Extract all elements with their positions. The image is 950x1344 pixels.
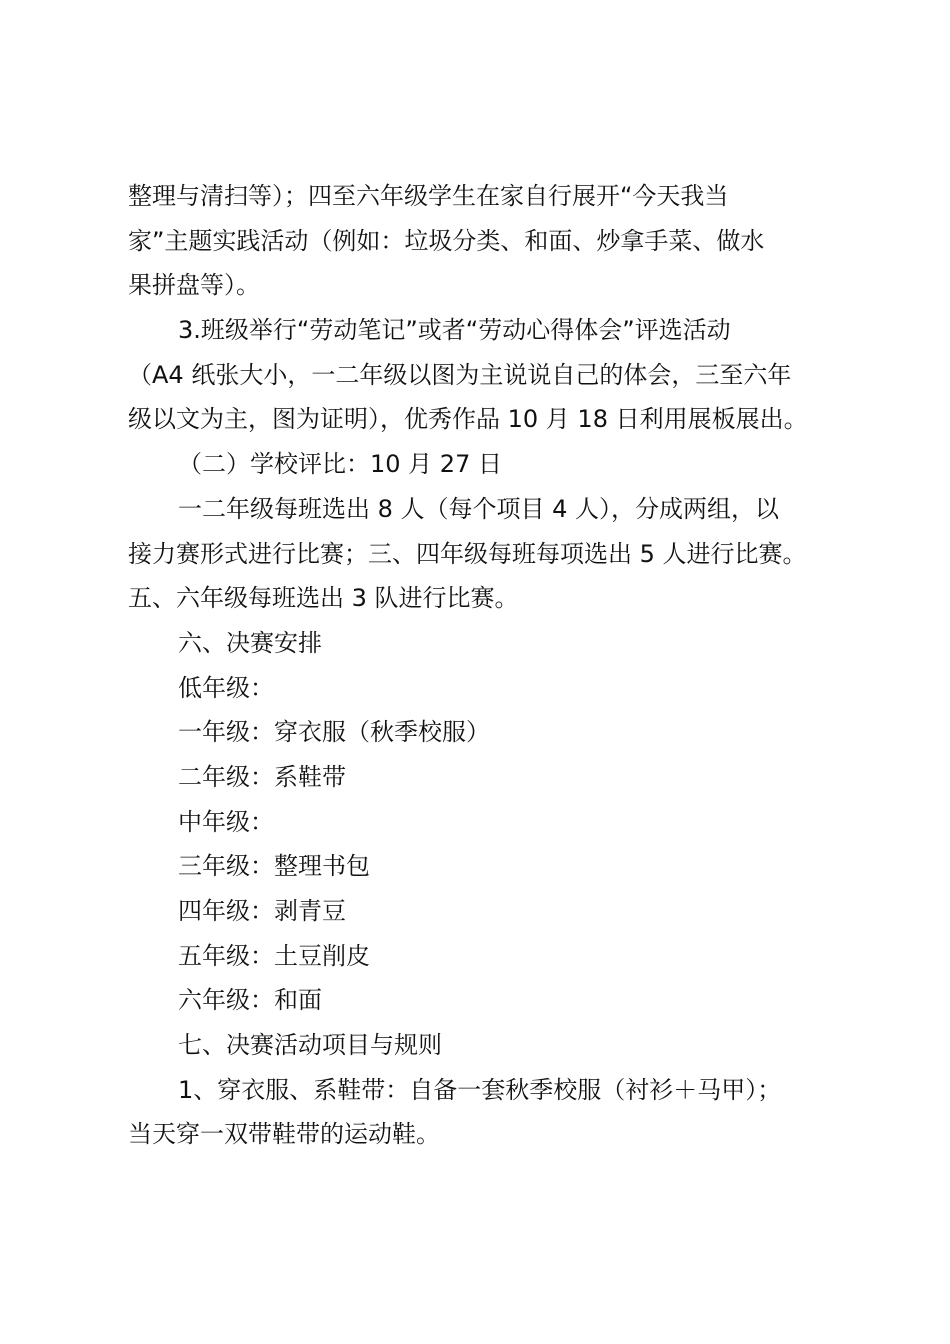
text-line: （A4 纸张大小，一二年级以图为主说说自己的体会，三至六年 (128, 360, 792, 389)
grade-group-label: 中年级： (178, 807, 274, 836)
text-line: 1、穿衣服、系鞋带：自备一套秋季校服（衬衫＋马甲）； (178, 1075, 782, 1104)
grade-item: 六年级：和面 (178, 986, 322, 1015)
text-line: 接力赛形式进行比赛；三、四年级每班每项选出 5 人进行比赛。 (128, 539, 807, 568)
text-line: 一二年级每班选出 8 人（每个项目 4 人），分成两组，以 (178, 494, 780, 523)
text-line: 当天穿一双带鞋带的运动鞋。 (128, 1120, 440, 1149)
grade-item: 三年级：整理书包 (178, 852, 370, 881)
text-line: 级以文为主，图为证明），优秀作品 10 月 18 日利用展板展出。 (128, 405, 808, 434)
grade-item: 四年级：剥青豆 (178, 897, 346, 925)
text-line: 家”主题实践活动（例如：垃圾分类、和面、炒拿手菜、做水 (128, 226, 765, 255)
grade-item: 二年级：系鞋带 (178, 762, 346, 791)
text-line: 整理与清扫等）；四至六年级学生在家自行展开“今天我当 (128, 182, 729, 210)
section-heading: 六、决赛安排 (178, 628, 322, 657)
grade-item: 五年级：土豆削皮 (178, 941, 370, 970)
text-line: 五、六年级每班选出 3 队进行比赛。 (128, 584, 519, 613)
text-line: 果拼盘等）。 (128, 271, 260, 300)
text-line: 3.班级举行“劳动笔记”或者“劳动心得体会”评选活动 (178, 316, 731, 345)
section-heading: 七、决赛活动项目与规则 (178, 1031, 442, 1060)
grade-group-label: 低年级： (178, 673, 274, 702)
document-body (128, 174, 858, 1157)
grade-item: 一年级：穿衣服（秋季校服） (178, 718, 490, 747)
section-heading: （二）学校评比：10 月 27 日 (178, 450, 502, 479)
